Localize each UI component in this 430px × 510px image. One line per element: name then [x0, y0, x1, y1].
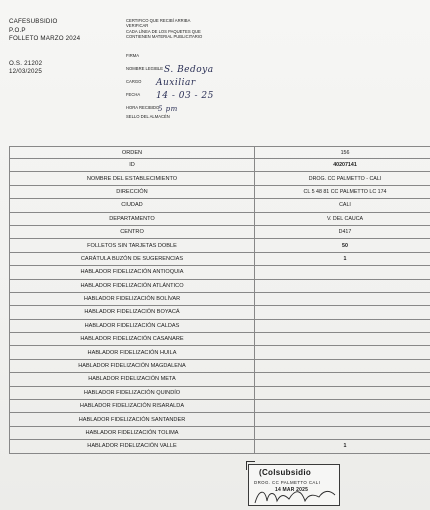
row-value	[255, 279, 430, 292]
row-label: HABLADOR FIDELIZACIÓN RISARALDA	[10, 400, 255, 413]
row-value: 40207141	[255, 159, 430, 172]
table-row	[10, 147, 430, 159]
table-row	[10, 266, 430, 279]
table-row	[10, 199, 430, 212]
row-label: HABLADOR FIDELIZACIÓN META	[10, 373, 255, 386]
row-label: HABLADOR FIDELIZACIÓN BOYACÁ	[10, 306, 255, 319]
row-label: FOLLETOS SIN TARJETAS DOBLE	[10, 239, 255, 252]
row-value: CL 5 48 81 CC PALMETTO LC 174	[255, 185, 430, 198]
row-label: HABLADOR FIDELIZACIÓN BOLÍVAR	[10, 292, 255, 305]
pop-label: P.O.P	[9, 26, 26, 34]
row-value	[255, 426, 430, 439]
hora-row: HORA RECIBIDO 5 pm	[126, 105, 178, 113]
company-name: CAFESUBSIDIO	[9, 18, 58, 25]
handwritten-fecha: 14 - 03 - 25	[156, 91, 214, 101]
row-label: NOMBRE DEL ESTABLECIMIENTO	[10, 172, 255, 185]
row-label: HABLADOR FIDELIZACIÓN CASANARE	[10, 333, 255, 346]
cargo-row: CARGO Auxiliar	[126, 78, 196, 88]
row-value	[255, 386, 430, 399]
row-label: DEPARTAMENTO	[10, 212, 255, 225]
table-row	[10, 306, 430, 319]
table-row	[10, 172, 430, 185]
table-row	[10, 239, 430, 252]
table-row	[10, 413, 430, 426]
row-label: HABLADOR FIDELIZACIÓN HUILA	[10, 346, 255, 359]
row-label: CIUDAD	[10, 199, 255, 212]
table-row	[10, 346, 430, 359]
header-date: 12/03/2025	[9, 68, 42, 76]
row-value: DROG. CC PALMETTO - CALI	[255, 172, 430, 185]
row-label: ORDEN	[10, 147, 255, 159]
table-row	[10, 373, 430, 386]
table-row	[10, 225, 430, 238]
table-row	[10, 212, 430, 225]
table-row	[10, 185, 430, 198]
row-label: HABLADOR FIDELIZACIÓN ANTIOQUIA	[10, 266, 255, 279]
fecha-row: FECHA 14 - 03 - 25	[126, 91, 214, 101]
stamp-date: 14 MAR 2025	[275, 487, 309, 493]
folleto-title: FOLLETO MARZO 2024	[9, 35, 81, 43]
stamp-drug: DROG. CC PALMETTO CALI	[254, 480, 321, 485]
handwritten-name: S. Bedoya	[164, 65, 214, 75]
table-row	[10, 252, 430, 265]
row-value	[255, 359, 430, 372]
row-label: HABLADOR FIDELIZACIÓN ATLÁNTICO	[10, 279, 255, 292]
row-value: 1	[255, 252, 430, 265]
row-label: DIRECCIÓN	[10, 185, 255, 198]
row-label: HABLADOR FIDELIZACIÓN SANTANDER	[10, 413, 255, 426]
row-label: HABLADOR FIDELIZACIÓN MAGDALENA	[10, 359, 255, 372]
row-value: CALI	[255, 199, 430, 212]
row-label: CENTRO	[10, 225, 255, 238]
stamp-brand: (Colsubsidio	[259, 468, 312, 477]
row-value	[255, 373, 430, 386]
os-number: O.S. 21202	[9, 59, 43, 67]
row-label: ID	[10, 159, 255, 172]
table-row	[10, 400, 430, 413]
row-value: 50	[255, 239, 430, 252]
row-value: D417	[255, 225, 430, 238]
row-value: V. DEL CAUCA	[255, 212, 430, 225]
sello-label: SELLO DEL ALMACÉN	[126, 114, 170, 119]
table-row	[10, 292, 430, 305]
table-row	[10, 426, 430, 439]
row-value: 156	[255, 147, 430, 159]
row-label: HABLADOR FIDELIZACIÓN CALDAS	[10, 319, 255, 332]
row-value	[255, 306, 430, 319]
table-row	[10, 159, 430, 172]
row-value	[255, 266, 430, 279]
row-value	[255, 413, 430, 426]
row-label: HABLADOR FIDELIZACIÓN VALLE	[10, 440, 255, 453]
row-value	[255, 292, 430, 305]
certification-text: CERTIFICO QUE RECIBÍ ARRIBA VERIFICAR CADA LÍNEA DE LOS PAQUETES QUE CONTIENEN MATERIAL PUBLICITARIO	[126, 18, 203, 40]
table-row	[10, 359, 430, 372]
stamp-signature-scribble	[249, 465, 339, 505]
table-row	[10, 333, 430, 346]
row-label: CARÁTULA BUZÓN DE SUGERENCIAS	[10, 252, 255, 265]
firma-row: FIRMA	[126, 53, 140, 58]
row-value	[255, 333, 430, 346]
row-value	[255, 346, 430, 359]
row-value: 1	[255, 440, 430, 453]
handwritten-cargo: Auxiliar	[156, 78, 196, 88]
row-label: HABLADOR FIDELIZACIÓN TOLIMA	[10, 426, 255, 439]
table-row	[10, 386, 430, 399]
order-table	[9, 146, 430, 454]
table-row	[10, 440, 430, 453]
row-label: HABLADOR FIDELIZACIÓN QUINDÍO	[10, 386, 255, 399]
header-left	[9, 18, 80, 77]
table-row	[10, 279, 430, 292]
nombre-row: NOMBRE LEGIBLE S. Bedoya	[126, 65, 214, 75]
receipt-stamp	[248, 464, 340, 506]
signature-block	[126, 47, 214, 119]
handwritten-hora: 5 pm	[158, 105, 178, 113]
table-row	[10, 319, 430, 332]
row-value	[255, 319, 430, 332]
row-value	[255, 400, 430, 413]
